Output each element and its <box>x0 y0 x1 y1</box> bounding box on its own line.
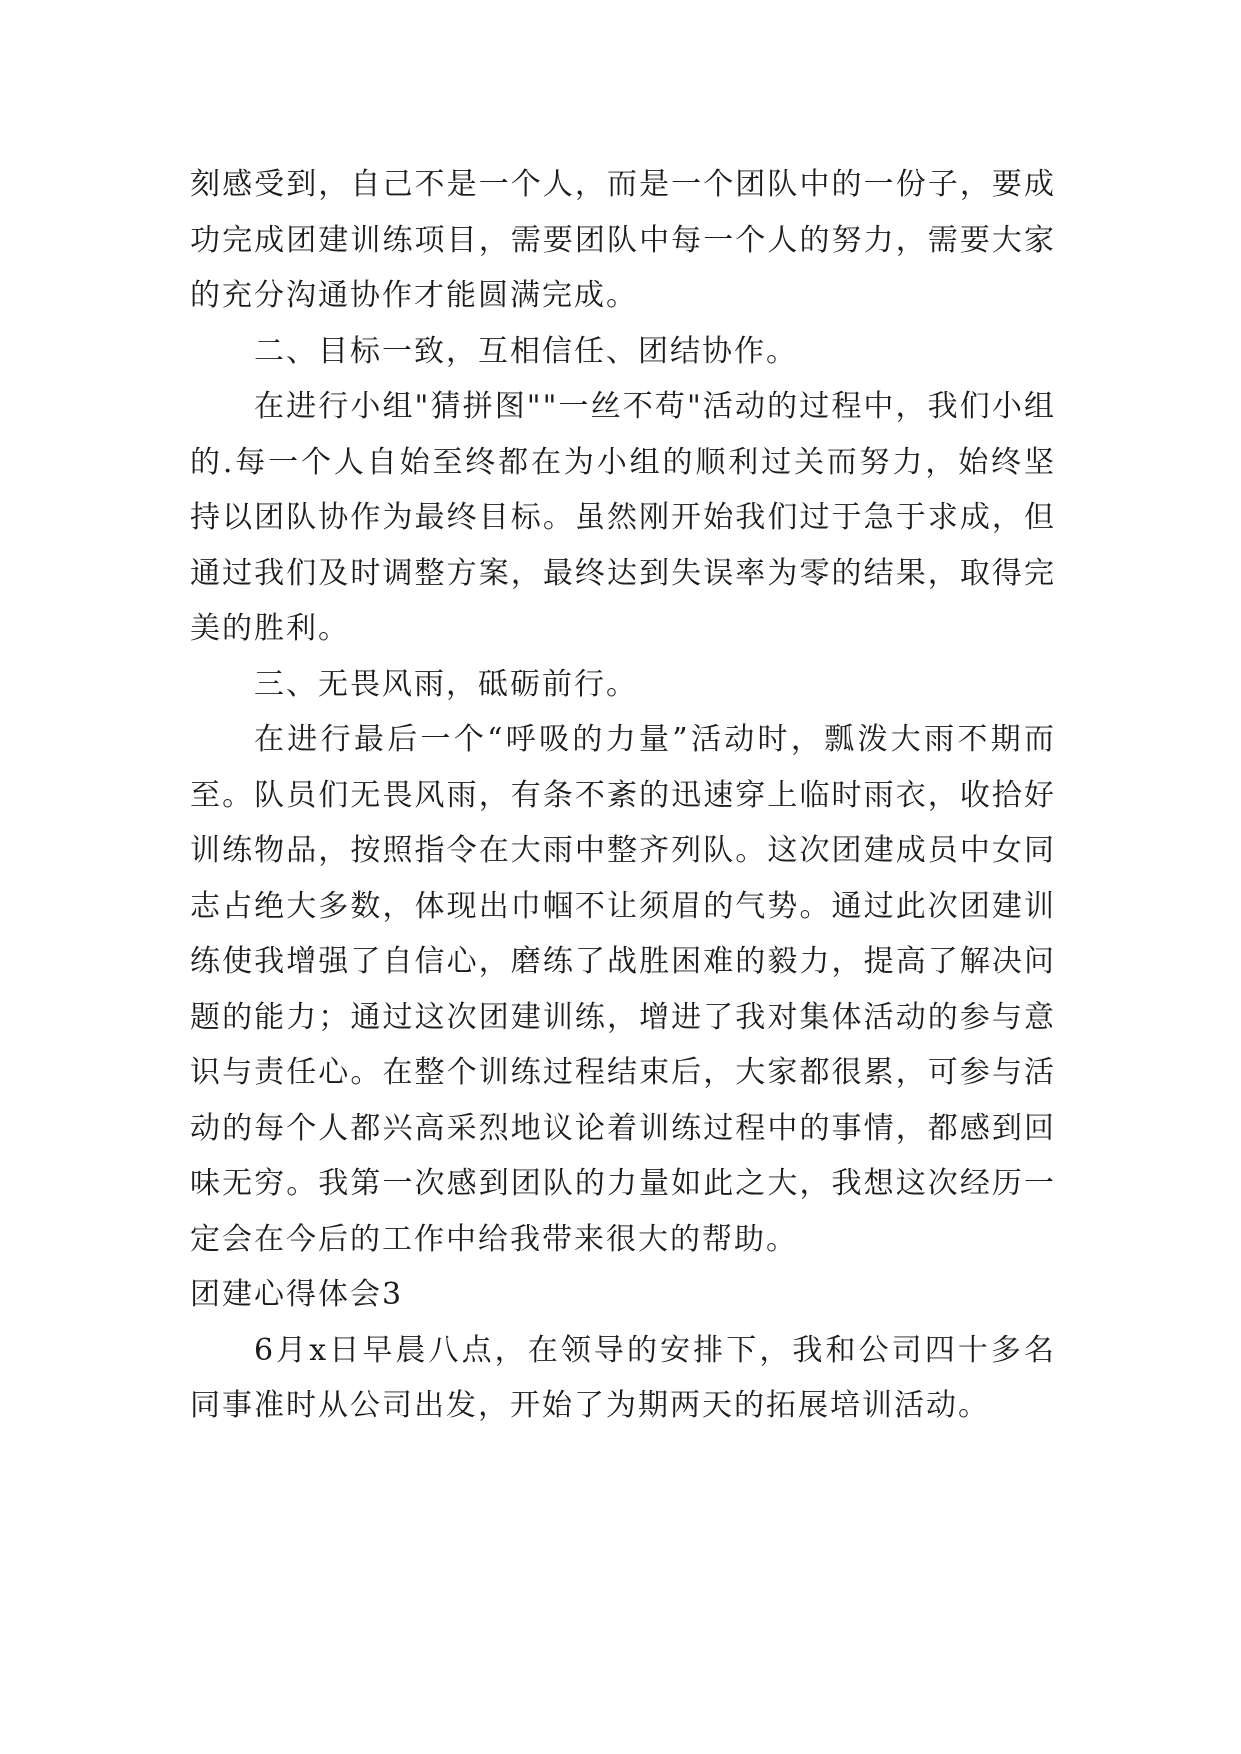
section-heading-goal-trust: 二、目标一致，互相信任、团结协作。 <box>254 333 798 369</box>
paragraph-puzzle-activity: 在进行小组"猜拼图""一丝不苟"活动的过程中，我们小组的.每一个人自始至终都在为小组的顺利过关而努力，始终坚持以团队协作为最终目标。虽然刚开始我们过于急于求成，但通过我们及时调整方案，最终达到失误率为零的结果，取得完美的胜利。 <box>190 389 1056 646</box>
paragraph-training-departure: 6月x日早晨八点，在领导的安排下，我和公司四十多名同事准时从公司出发，开始了为期两天的拓展培训活动。 <box>190 1332 1056 1423</box>
section-heading-fearless: 三、无畏风雨，砥砺前行。 <box>254 666 638 702</box>
paragraph-teamwork-conclusion: 刻感受到，自己不是一个人，而是一个团队中的一份子，要成功完成团建训练项目，需要团队中每一个人的努力，需要大家的充分沟通协作才能圆满完成。 <box>190 167 1056 313</box>
paragraph-breathing-activity: 在进行最后一个“呼吸的力量”活动时，瓢泼大雨不期而至。队员们无畏风雨，有条不紊的迅速穿上临时雨衣，收拾好训练物品，按照指令在大雨中整齐列队。这次团建成员中女同志占绝大多数，体现出巾帼不让须眉的气势。通过此次团建训练使我增强了自信心，磨练了战胜困难的毅力，提高了解决问题的能力；通过这次团建训练，增进了我对集体活动的参与意识与责任心。在整个训练过程结束后，大家都很累，可参与活动的每个人都兴高采烈地议论着训练过程中的事情，都感到回味无穷。我第一次感到团队的力量如此之大，我想这次经历一定会在今后的工作中给我带来很大的帮助。 <box>190 722 1056 1257</box>
article-title-team-building-3: 团建心得体会3 <box>190 1277 404 1312</box>
document-body <box>190 157 1056 1434</box>
